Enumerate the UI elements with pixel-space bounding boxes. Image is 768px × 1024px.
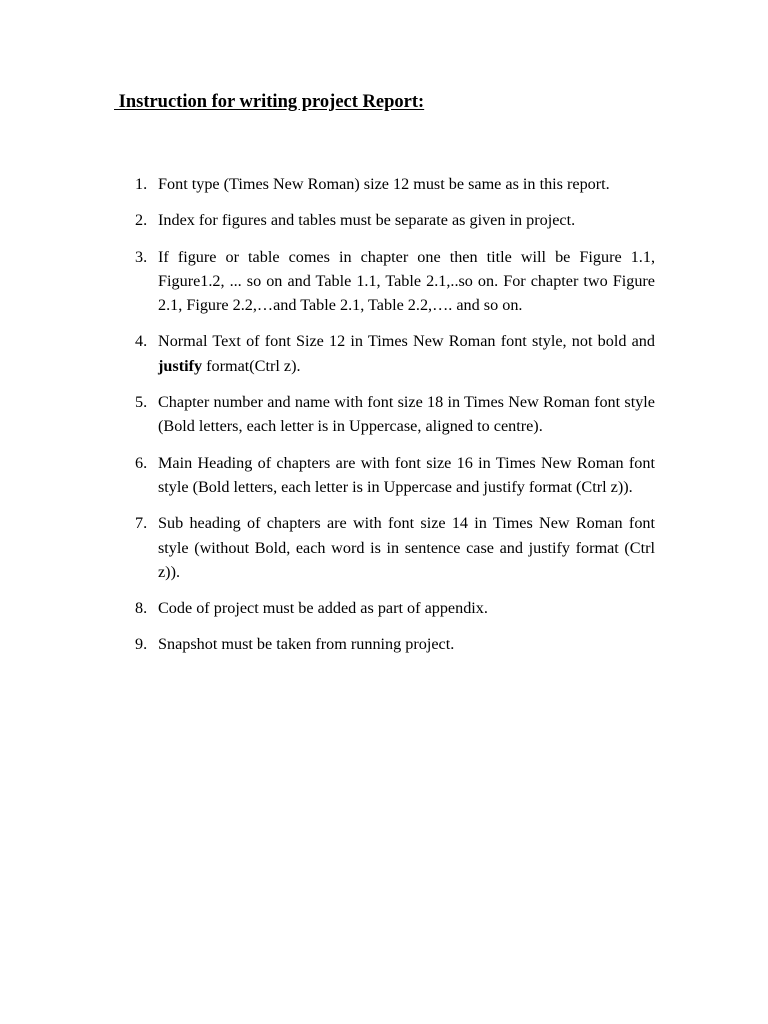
list-item-number: 3. (135, 247, 148, 266)
list-item-text: Index for figures and tables must be separate as given in project. (158, 211, 576, 230)
list-item (126, 390, 655, 439)
list-item-number: 8. (135, 599, 148, 618)
list-item (126, 329, 655, 378)
list-item-text-bold: justify (158, 356, 203, 375)
list-item-text: Main Heading of chapters are with font size 16 in Times New Roman font style (Bold letters, each letter is in Uppercase and justify format (Ctrl z)). (158, 453, 655, 496)
list-item-text: Font type (Times New Roman) size 12 must be same as in this report. (158, 175, 610, 193)
list-item-text: If figure or table comes in chapter one then title will be Figure 1.1, Figure1.2, ... so on and Table 1.1, Table 2.1,..so on. For chapter two Figure 2.1, Figure 2.2,…and Table 2.1, Table 2.2,…. and so on. (158, 247, 655, 315)
list-item (126, 511, 655, 584)
list-item-text-after: format(Ctrl z). (202, 356, 301, 375)
list-item-number: 5. (135, 393, 148, 412)
list-item-number: 1. (135, 175, 148, 193)
list-item (126, 172, 655, 196)
list-item-text: Snapshot must be taken from running project. (158, 635, 455, 654)
list-item (126, 208, 655, 232)
list-item-number: 4. (135, 332, 148, 351)
list-item-number: 7. (135, 514, 148, 533)
list-item-number: 2. (135, 211, 148, 230)
list-item (126, 245, 655, 318)
list-item-number: 9. (135, 635, 148, 654)
list-item-text: Sub heading of chapters are with font size 14 in Times New Roman font style (without Bold, each word is in sentence case and justify format (Ctrl z)). (158, 514, 655, 581)
list-item (126, 632, 655, 656)
instruction-list (126, 172, 655, 669)
list-item-text: Chapter number and name with font size 18 in Times New Roman font style (Bold letters, each letter is in Uppercase, aligned to centre). (158, 393, 655, 436)
list-item-text-before: Normal Text of font Size 12 in Times New Roman font style, not bold and (158, 332, 655, 351)
list-item-number: 6. (135, 453, 148, 472)
list-item-text: Code of project must be added as part of appendix. (158, 599, 488, 618)
list-item (126, 596, 655, 620)
list-item (126, 451, 655, 500)
document-title: Instruction for writing project Report: (114, 92, 425, 112)
